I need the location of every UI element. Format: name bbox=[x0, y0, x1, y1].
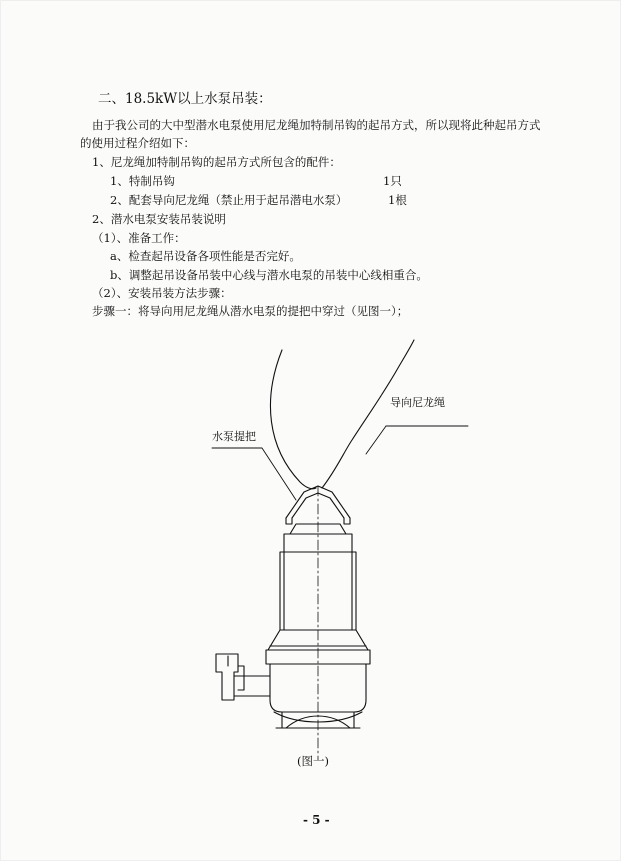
install-title: 2、潜水电泵安装吊装说明 bbox=[92, 212, 226, 226]
page-number: - 5 - bbox=[303, 813, 330, 827]
step-1: 步骤一：将导向用尼龙绳从潜水电泵的提把中穿过（见图一）； bbox=[92, 304, 409, 318]
rope-left-strand bbox=[270, 350, 316, 489]
rope-label: 导向尼龙绳 bbox=[390, 396, 445, 409]
figure-caption: (图一) bbox=[297, 754, 329, 768]
parts-title: 1、尼龙绳加特制吊钩的起吊方式所包含的配件： bbox=[92, 155, 341, 169]
handle-label: 水泵提把 bbox=[212, 430, 256, 443]
prep-item-a: a、检查起吊设备各项性能是否完好。 bbox=[110, 249, 301, 263]
part-item-qty: 1根 bbox=[388, 193, 407, 207]
pump-outlet bbox=[216, 654, 238, 700]
method-title: （2）、安装吊装方法步骤： bbox=[92, 286, 232, 300]
part-item-name: 1、特制吊钩 bbox=[110, 174, 175, 188]
part-item-name: 2、配套导向尼龙绳（禁止用于起吊潜电水泵） bbox=[110, 193, 348, 207]
section-heading: 二、18.5kW以上水泵吊装： bbox=[98, 91, 272, 107]
prep-item-b: b、调整起吊设备吊装中心线与潜水电泵的吊装中心线相重合。 bbox=[110, 268, 428, 282]
handle-label-leader bbox=[212, 448, 296, 500]
prep-title: （1）、准备工作： bbox=[92, 231, 186, 245]
intro-line-1: 由于我公司的大中型潜水电泵使用尼龙绳加特制吊钩的起吊方式，所以现将此种起吊方式 bbox=[92, 118, 541, 132]
part-item-qty: 1只 bbox=[383, 174, 402, 188]
rope-right-strand bbox=[322, 340, 414, 488]
intro-line-2: 的使用过程介绍如下： bbox=[80, 136, 195, 150]
